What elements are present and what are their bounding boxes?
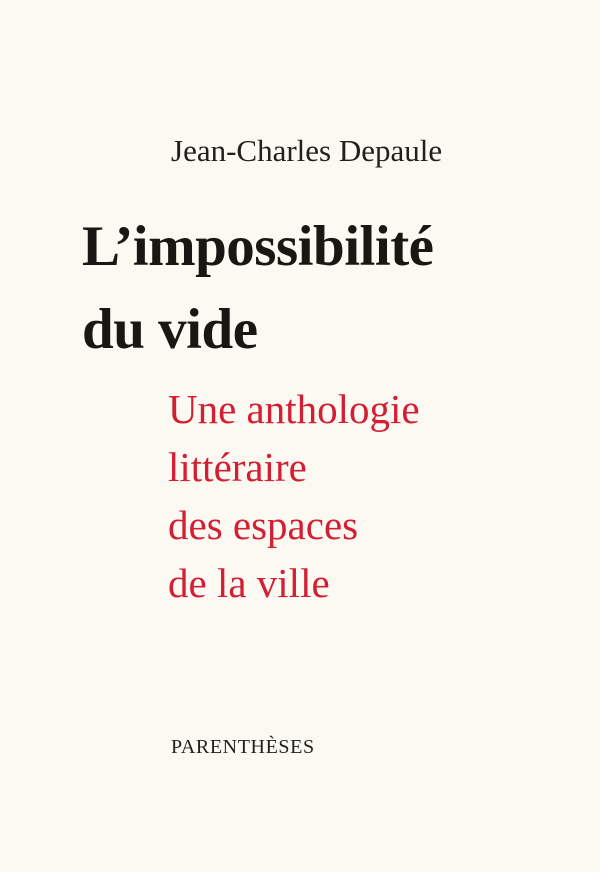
book-title-line-2: du vide [82,298,258,361]
book-subtitle-line-3: des espaces [168,502,359,548]
book-subtitle-line-1: Une anthologie [168,386,420,432]
author-name: Jean-Charles Depaule [171,133,443,168]
publisher-name: PARENTHÈSES [171,736,315,758]
book-subtitle-line-2: littéraire [168,444,307,490]
book-subtitle-line-4: de la ville [168,560,330,606]
book-title [82,205,433,371]
book-title-line-1: L’impossibilité [82,215,434,278]
book-subtitle [168,380,420,612]
